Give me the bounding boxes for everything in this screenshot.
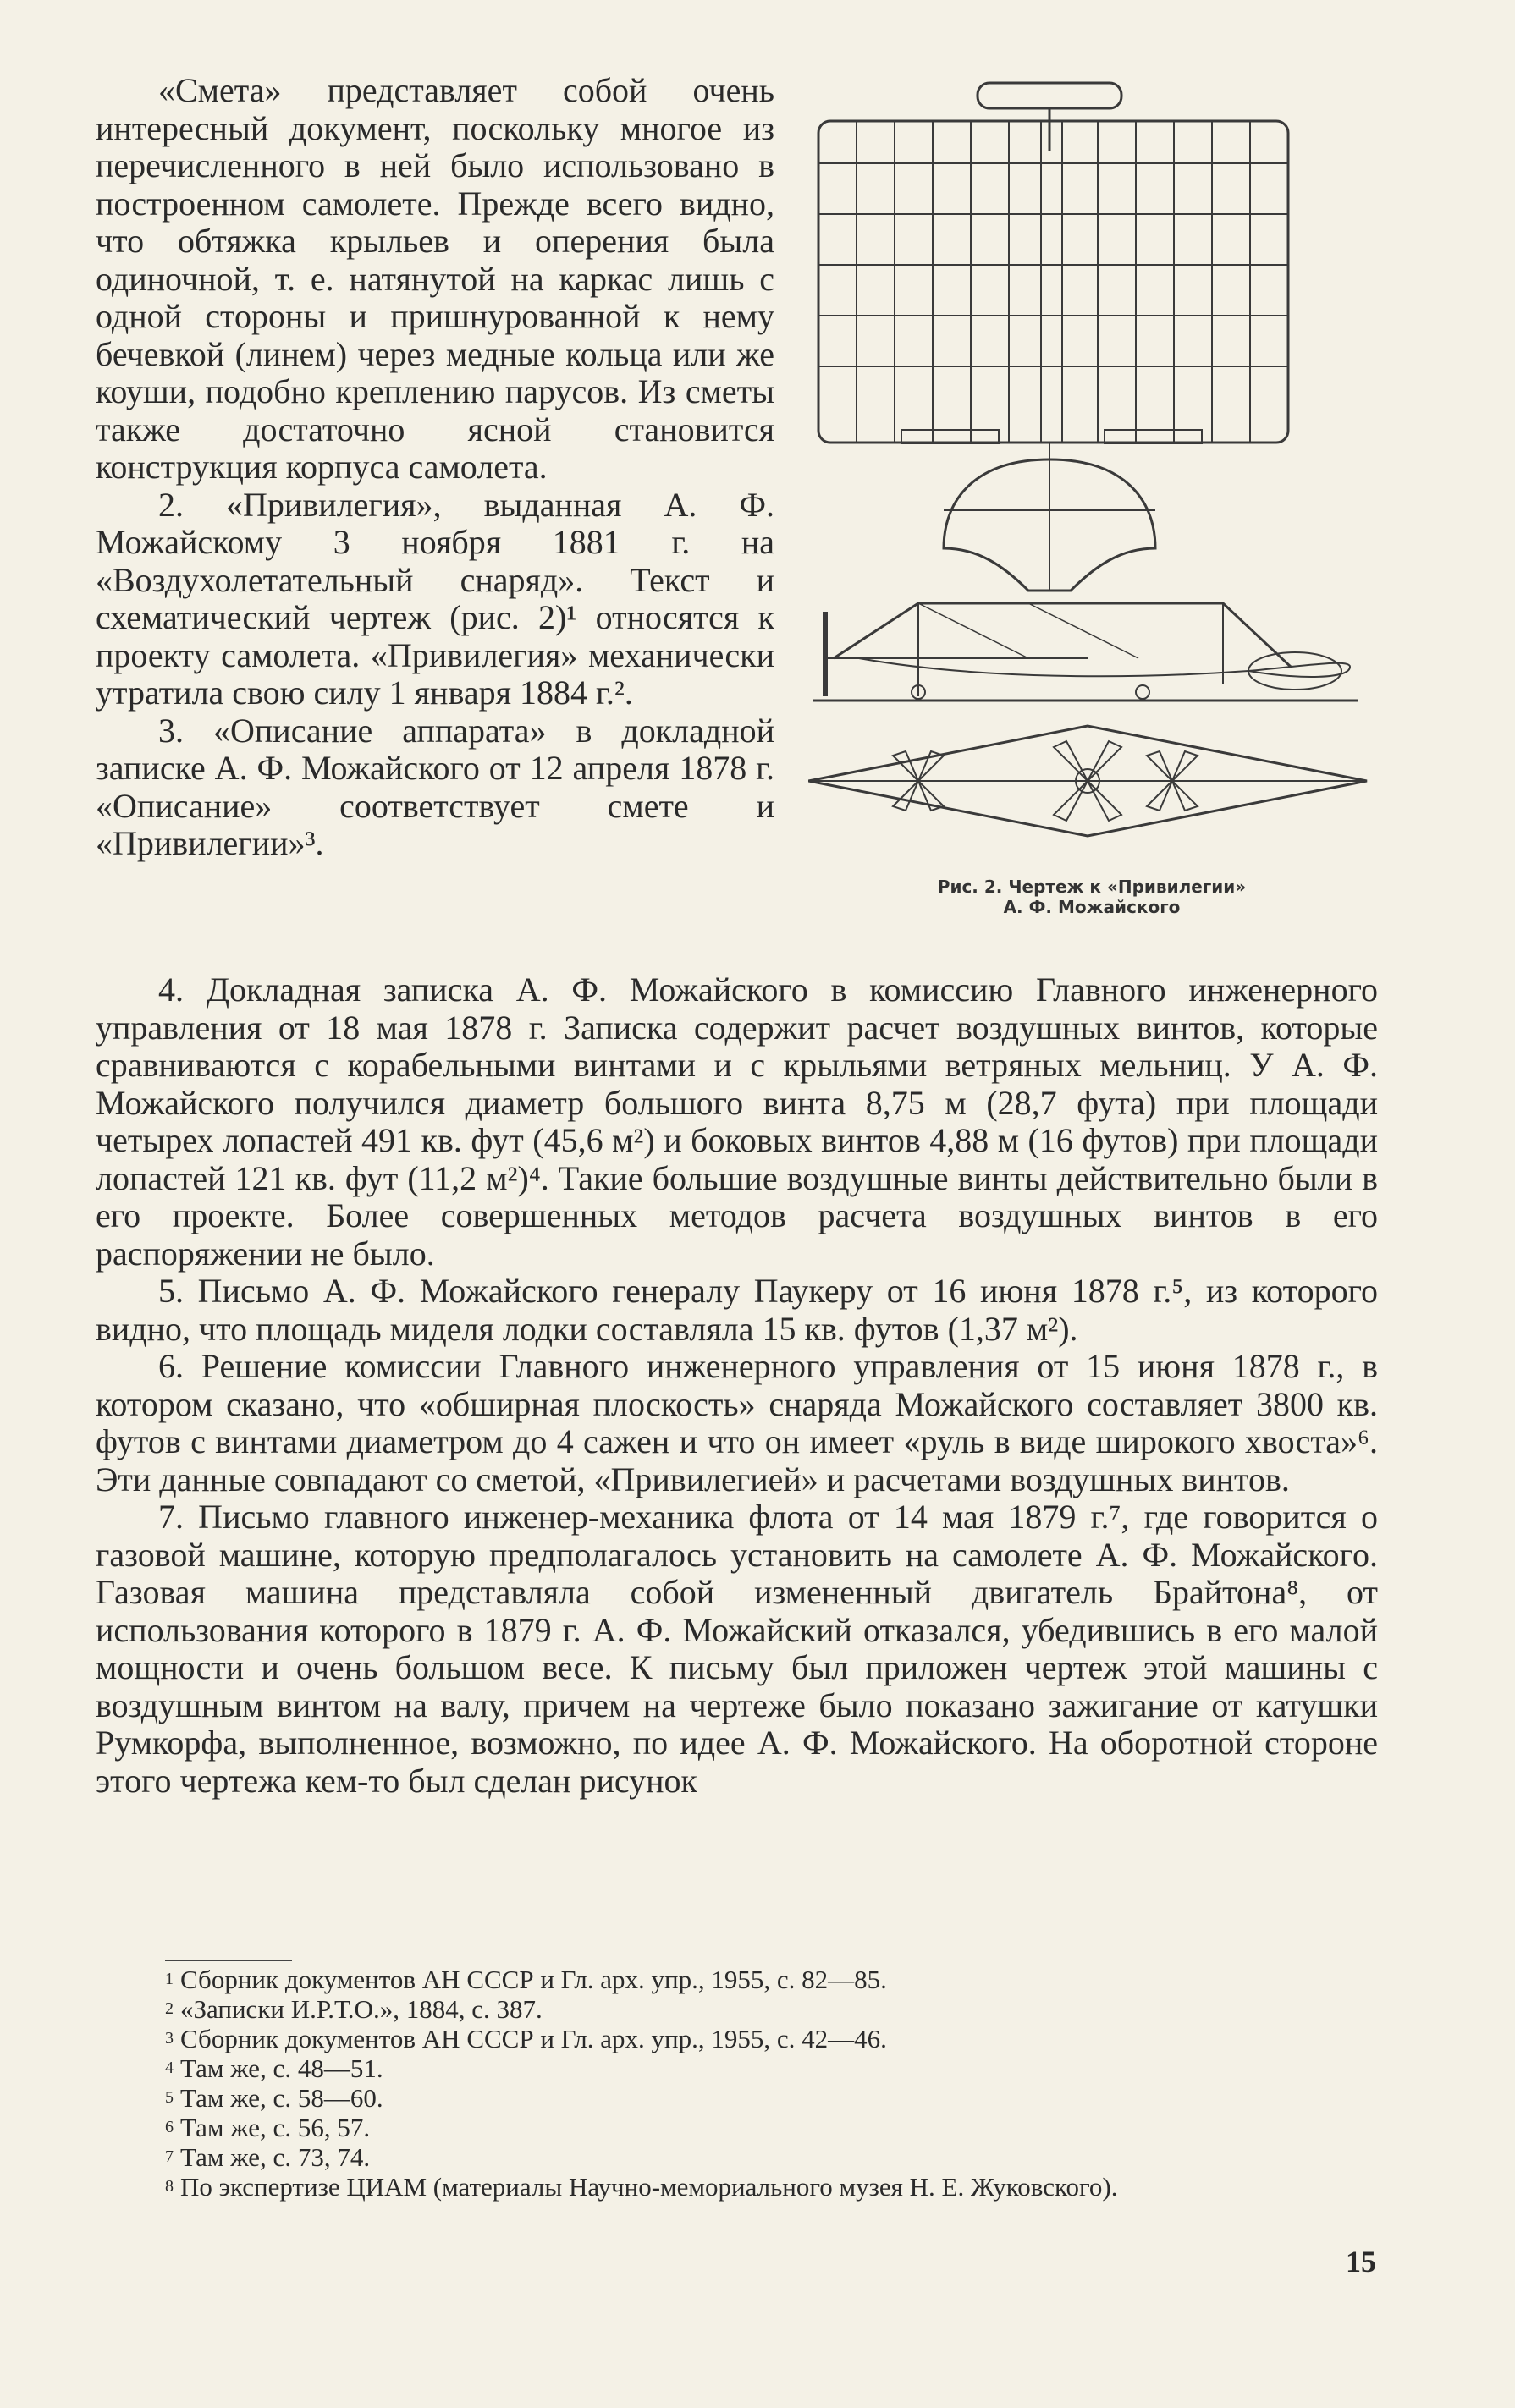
paragraph-opisanie: 3. «Описание аппарата» в докладной записке А. Ф. Можайского от 12 апреля 1878 г. «Описание» соответствует смете и «Привилегии»³. bbox=[96, 711, 774, 862]
footnote-3: $^3$ Сборник документов АН СССР и Гл. арх. упр., 1955, с. 42—46. bbox=[165, 2024, 887, 2053]
paragraph-6: 6. Решение комиссии Главного инженерного управления от 15 июня 1878 г., в котором сказано, что «обширная плоскость» снаряда Можайского составляет 3800 кв. футов с винтами диаметром до 4 сажен и что он имеет «руль в виде широкого хвоста»⁶. Эти данные совпадают со сметой, «Привилегией» и расчетами воздушных винтов. bbox=[96, 1347, 1378, 1498]
aircraft-schematic bbox=[808, 74, 1392, 870]
footnote-4: $^4$ Там же, с. 48—51. bbox=[165, 2053, 383, 2083]
footnotes bbox=[165, 1965, 1380, 2202]
paragraph-7: 7. Письмо главного инженер-механика флота от 14 мая 1879 г.⁷, где говорится о газовой машине, которую предполагалось установить на самолете А. Ф. Можайского. Газовая машина представляла собой измененный двигатель Брайтона⁸, от использования которого в 1879 г. А. Ф. Можайский отказался, убедившись в его малой мощности и очень большом весе. К письму был приложен чертеж этой машины с воздушным винтом на валу, причем на чертеже было показано зажигание от катушки Румкорфа, выполненное, возможно, по идее А. Ф. Можайского. На оборотной стороне этого чертежа кем-то был сделан рисунок bbox=[96, 1498, 1378, 1800]
paragraph-5: 5. Письмо А. Ф. Можайского генералу Паукеру от 16 июня 1878 г.⁵, из которого видно, что площадь миделя лодки составляла 15 кв. футов (1,37 м²). bbox=[96, 1272, 1378, 1348]
footnote-2: $^2$ «Записки И.Р.Т.О.», 1884, с. 387. bbox=[165, 1994, 543, 2024]
column-text bbox=[96, 72, 774, 863]
footnote-6: $^6$ Там же, с. 56, 57. bbox=[165, 2113, 371, 2142]
paragraph-4: 4. Докладная записка А. Ф. Можайского в комиссию Главного инженерного управления от 18 мая 1878 г. Записка содержит расчет воздушных винтов, которые сравниваются с корабельными винтами и с крыльями ветряных мельниц. У А. Ф. Можайского получился диаметр большого винта 8,75 м (28,7 фута) при площади четырех лопастей 491 кв. фут (45,6 м²) и боковых винтов 4,88 м (16 футов) при площади лопастей 121 кв. фут (11,2 м²)⁴. Такие большие воздушные винты действительно были в его проекте. Более совершенных методов расчета воздушных винтов в его распоряжении не было. bbox=[96, 970, 1378, 1273]
footnote-1: $^1$ Сборник документов АН СССР и Гл. арх. упр., 1955, с. 82—85. bbox=[165, 1965, 887, 1994]
caption-line-2: А. Ф. Можайского bbox=[1003, 897, 1181, 917]
footnote-8: $^8$ По экспертизе ЦИАМ (материалы Научно-мемориального музея Н. Е. Жуковского). bbox=[165, 2172, 1118, 2202]
figure-2-drawing bbox=[808, 74, 1392, 921]
page-number: 15 bbox=[1346, 2245, 1376, 2279]
full-width-text bbox=[96, 971, 1378, 1800]
footnote-5: $^5$ Там же, с. 58—60. bbox=[165, 2083, 383, 2113]
figure-caption bbox=[838, 877, 1346, 917]
paragraph-privilegia: 2. «Привилегия», выданная А. Ф. Можайскому 3 ноября 1881 г. на «Воздухолетательный снаряд». Текст и схематический чертеж (рис. 2)¹ относятся к проекту самолета. «Привилегия» механически утратила свою силу 1 января 1884 г.². bbox=[96, 485, 774, 712]
caption-line-1: Рис. 2. Чертеж к «Привилегии» bbox=[937, 877, 1247, 897]
footnote-rule bbox=[165, 1960, 292, 1961]
footnote-7: $^7$ Там же, с. 73, 74. bbox=[165, 2142, 371, 2172]
paragraph-smeta: «Смета» представляет собой очень интересный документ, поскольку многое из перечисленного в ней было использовано в построенном самолете. Прежде всего видно, что обтяжка крыльев и оперения была одиночной, т. е. натянутой на каркас лишь с одной стороны и пришнурованной к нему бечевкой (линем) через медные кольца или же коуши, подобно креплению парусов. Из сметы также достаточно ясной становится конструкция корпуса самолета. bbox=[96, 71, 774, 486]
